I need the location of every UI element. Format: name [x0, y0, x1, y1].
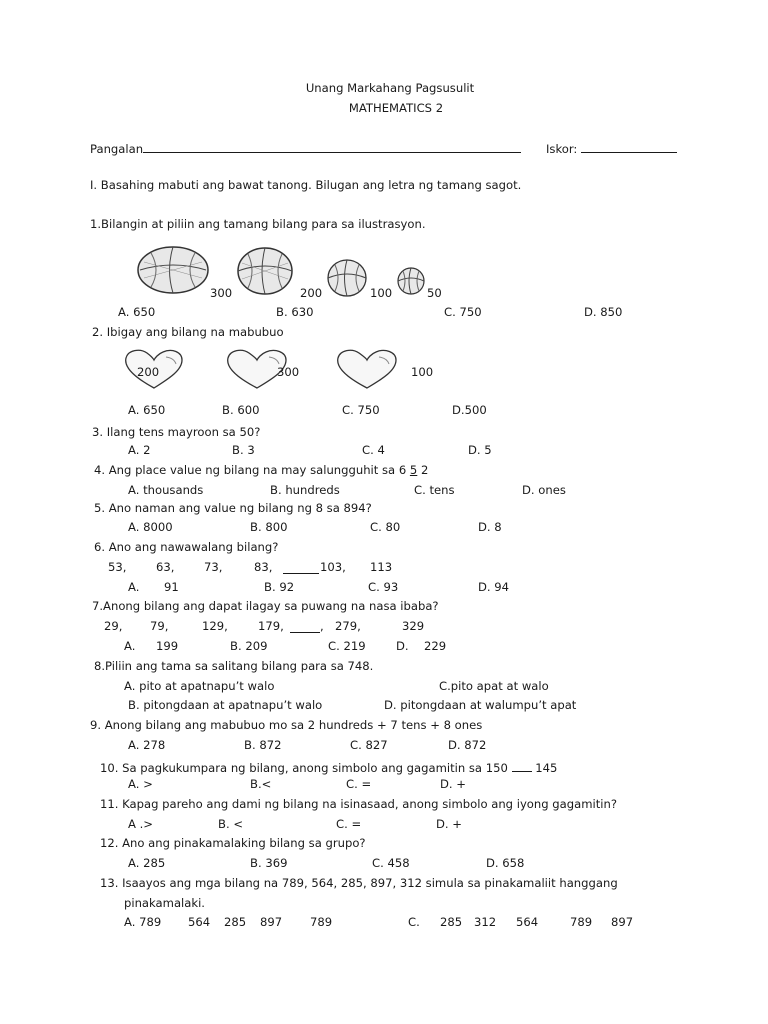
exam-title: Unang Markahang Pagsusulit — [305, 81, 475, 95]
score-field[interactable] — [546, 141, 677, 156]
choice-a[interactable]: A .> — [128, 817, 154, 831]
choice-b[interactable]: B. 369 — [250, 856, 288, 870]
choice-b[interactable]: B. 3 — [232, 443, 255, 457]
choice-d[interactable]: D. 94 — [478, 580, 510, 594]
choice-b[interactable]: B.< — [250, 777, 272, 791]
choice-a-item[interactable]: 564 — [188, 915, 211, 929]
basketball-icon — [326, 258, 368, 298]
question-6: 6. Ano ang nawawalang bilang? — [94, 540, 279, 554]
sequence-item: 73, — [204, 560, 223, 574]
choice-a[interactable]: A. — [124, 639, 136, 653]
choice-a-item[interactable]: 789 — [310, 915, 333, 929]
choice-a[interactable]: A. 650 — [118, 305, 156, 319]
heart-value: 300 — [277, 365, 300, 379]
choice-a[interactable]: A. 2 — [128, 443, 151, 457]
choice-c[interactable]: C. = — [346, 777, 372, 791]
choice-a[interactable]: A. thousands — [128, 483, 204, 497]
question-10-text-end: 145 — [531, 761, 558, 775]
choice-c[interactable]: C. 93 — [368, 580, 399, 594]
sequence-item: 113 — [370, 560, 393, 574]
choice-c[interactable]: C. tens — [414, 483, 455, 497]
choice-d-value[interactable]: 229 — [424, 639, 447, 653]
choice-a[interactable]: A. 650 — [128, 403, 166, 417]
choice-b[interactable]: B. 800 — [250, 520, 288, 534]
choice-c[interactable]: C.pito apat at walo — [439, 679, 549, 693]
question-3: 3. Ilang tens mayroon sa 50? — [92, 425, 261, 439]
sequence-item: 129, — [202, 619, 228, 633]
question-9: 9. Anong bilang ang mabubuo mo sa 2 hundreds + 7 tens + 8 ones — [90, 718, 483, 732]
question-10-text: 10. Sa pagkukumpara ng bilang, anong simbolo ang gagamitin sa 150 — [100, 761, 512, 775]
choice-a[interactable]: A. — [128, 580, 140, 594]
sequence-item: 179, — [258, 619, 284, 633]
choice-c[interactable]: C. 219 — [328, 639, 366, 653]
subject-title: MATHEMATICS 2 — [348, 101, 444, 115]
choice-c[interactable]: C. 750 — [444, 305, 482, 319]
choice-a[interactable]: A. 789 — [124, 915, 162, 929]
choice-a-value[interactable]: 91 — [164, 580, 179, 594]
choice-d[interactable]: D.500 — [452, 403, 487, 417]
heart-value: 200 — [137, 365, 160, 379]
basketball-icon — [236, 246, 294, 296]
basketball-icon — [136, 245, 210, 295]
sequence-item: 83, — [254, 560, 273, 574]
answer-blank[interactable] — [290, 621, 320, 636]
instructions: I. Basahing mabuti ang bawat tanong. Bilugan ang letra ng tamang sagot. — [90, 178, 522, 192]
sequence-item: 103, — [320, 560, 346, 574]
choice-a-value[interactable]: 199 — [156, 639, 179, 653]
choice-b[interactable]: B. 209 — [230, 639, 268, 653]
choice-b[interactable]: B. 630 — [276, 305, 314, 319]
question-8: 8.Piliin ang tama sa salitang bilang para sa 748. — [94, 659, 374, 673]
ball-value: 200 — [300, 286, 323, 300]
choice-a[interactable]: A. > — [128, 777, 153, 791]
choice-c[interactable]: C. 80 — [370, 520, 401, 534]
question-1: 1.Bilangin at piliin ang tamang bilang para sa ilustrasyon. — [90, 217, 426, 231]
sequence-item: 63, — [156, 560, 175, 574]
ball-value: 50 — [427, 286, 442, 300]
choice-a[interactable]: A. 278 — [128, 738, 166, 752]
choice-d[interactable]: D. pitongdaan at walumpu’t apat — [384, 698, 577, 712]
choice-a[interactable]: A. 8000 — [128, 520, 173, 534]
choice-d[interactable]: D. 658 — [486, 856, 525, 870]
sequence-item: 29, — [104, 619, 123, 633]
answer-blank[interactable] — [512, 760, 532, 772]
heart-value: 100 — [411, 365, 434, 379]
underlined-digit: 5 — [409, 463, 418, 477]
basketball-icon — [396, 266, 426, 296]
choice-a-item[interactable]: 897 — [260, 915, 283, 929]
choice-d[interactable]: D. 872 — [448, 738, 487, 752]
choice-d[interactable]: D. 850 — [584, 305, 623, 319]
score-label: Iskor: — [546, 142, 578, 156]
name-blank[interactable] — [143, 141, 521, 153]
sequence-item: , — [320, 619, 324, 633]
choice-d[interactable]: D. + — [440, 777, 467, 791]
choice-d[interactable]: D. + — [436, 817, 463, 831]
ball-value: 300 — [210, 286, 233, 300]
question-13: 13. Isaayos ang mga bilang na 789, 564, 285, 897, 312 simula sa pinakamaliit hanggang — [100, 876, 618, 890]
choice-b[interactable]: B. < — [218, 817, 244, 831]
choice-a[interactable]: A. pito at apatnapu’t walo — [124, 679, 275, 693]
choice-c-item[interactable]: 312 — [474, 915, 497, 929]
question-4 — [94, 465, 428, 477]
choice-c[interactable]: C. 458 — [372, 856, 410, 870]
choice-c[interactable]: C. 827 — [350, 738, 388, 752]
question-11: 11. Kapag pareho ang dami ng bilang na isinasaad, anong simbolo ang iyong gagamitin? — [100, 797, 617, 811]
choice-c-item[interactable]: 564 — [516, 915, 539, 929]
ball-value: 100 — [370, 286, 393, 300]
choice-d[interactable]: D. ones — [522, 483, 566, 497]
choice-c[interactable]: C. 750 — [342, 403, 380, 417]
sequence-item: 279, — [335, 619, 361, 633]
choice-b[interactable]: B. hundreds — [270, 483, 340, 497]
sequence-item: 79, — [150, 619, 169, 633]
choice-b[interactable]: B. 92 — [264, 580, 295, 594]
question-5: 5. Ano naman ang value ng bilang ng 8 sa 894? — [94, 501, 372, 515]
choice-b[interactable]: B. 600 — [222, 403, 260, 417]
choice-c-item[interactable]: 285 — [440, 915, 463, 929]
choice-c-item[interactable]: 789 — [570, 915, 593, 929]
choice-a-item[interactable]: 285 — [224, 915, 247, 929]
score-blank[interactable] — [581, 141, 677, 153]
question-4-text: 4. Ang place value ng bilang na may salungguhit sa 6 — [94, 463, 410, 477]
question-10 — [100, 760, 557, 775]
choice-c-item[interactable]: 897 — [611, 915, 634, 929]
question-7: 7.Anong bilang ang dapat ilagay sa puwang na nasa ibaba? — [92, 599, 439, 613]
choice-a[interactable]: A. 285 — [128, 856, 166, 870]
name-label: Pangalan — [90, 142, 144, 156]
sequence-item: 53, — [108, 560, 127, 574]
sequence-item: 329 — [402, 619, 425, 633]
choice-b[interactable]: B. 872 — [244, 738, 282, 752]
choice-d[interactable]: D. 8 — [478, 520, 502, 534]
question-4-text-end: 2 — [417, 463, 429, 477]
name-field[interactable] — [90, 141, 521, 156]
question-12: 12. Ano ang pinakamalaking bilang sa grupo? — [100, 836, 366, 850]
choice-d[interactable]: D. 5 — [468, 443, 492, 457]
choice-c[interactable]: C. — [408, 915, 420, 929]
choice-c[interactable]: C. 4 — [362, 443, 385, 457]
question-13-continued: pinakamalaki. — [124, 896, 205, 910]
heart-icon — [334, 348, 400, 390]
answer-blank[interactable] — [283, 562, 319, 577]
choice-d[interactable]: D. — [396, 639, 409, 653]
question-2: 2. Ibigay ang bilang na mabubuo — [92, 325, 284, 339]
choice-c[interactable]: C. = — [336, 817, 362, 831]
choice-b[interactable]: B. pitongdaan at apatnapu’t walo — [128, 698, 323, 712]
